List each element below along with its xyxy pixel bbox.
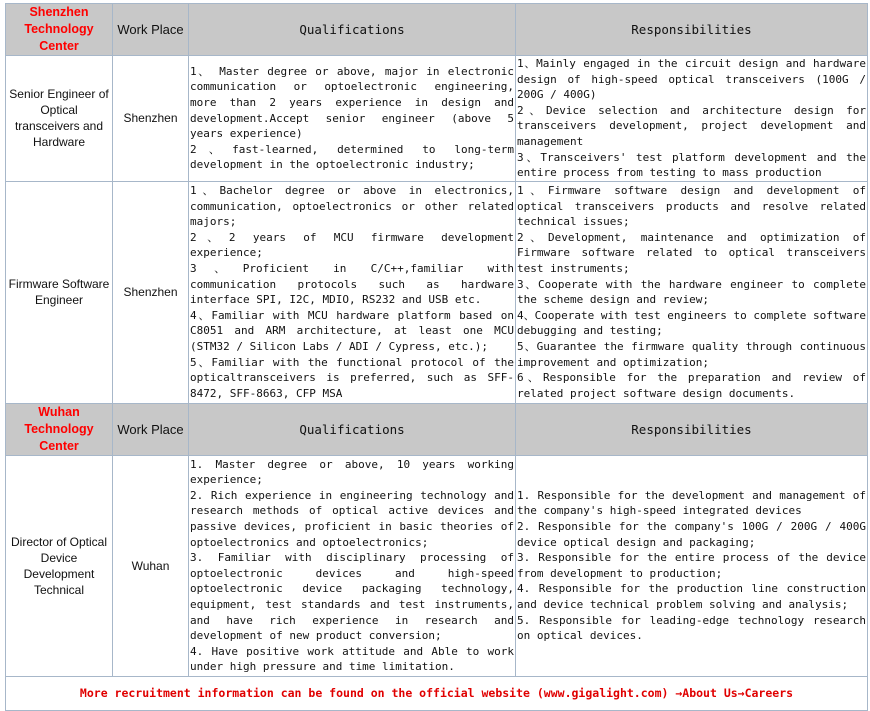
position-title: Firmware Software Engineer xyxy=(6,181,113,403)
qualifications-cell xyxy=(189,455,516,676)
table-row xyxy=(6,455,868,676)
section-header-wuhan xyxy=(6,403,868,455)
responsibilities-cell xyxy=(516,455,868,676)
qualifications-header: Qualifications xyxy=(189,4,516,56)
qualification-item: 5、Familiar with the functional protocol of the opticaltransceivers is preferred, such as SFF-8472, SFF-8663, CFP MSA xyxy=(190,355,514,400)
section-header-shenzhen xyxy=(6,4,868,56)
responsibility-item: 5. Responsible for leading-edge technology research on optical devices. xyxy=(517,613,866,643)
work-place: Wuhan xyxy=(113,455,189,676)
qualification-item: 2、fast-learned, determined to long-term development in the optoelectronic industry; xyxy=(190,142,514,172)
footer-row xyxy=(6,676,868,710)
table-row xyxy=(6,56,868,182)
responsibility-item: 1、Firmware software design and development of optical transceivers products and resolve related technical issues; xyxy=(517,184,866,229)
work-place-header: Work Place xyxy=(113,4,189,56)
responsibilities-cell xyxy=(516,181,868,403)
table-row xyxy=(6,181,868,403)
qualification-item: 3、Proficient in C/C++,familiar with communication protocols such as hardware interface SPI, I2C, MDIO, RS232 and USB etc. xyxy=(190,262,514,307)
responsibility-item: 2. Responsible for the company's 100G / 200G / 400G device optical design and packaging; xyxy=(517,519,866,549)
qualifications-cell xyxy=(189,181,516,403)
responsibility-item: 1. Responsible for the development and management of the company's high-speed integrated devices xyxy=(517,488,866,518)
responsibility-item: 6、Responsible for the preparation and review of related project software design documents. xyxy=(517,371,866,400)
qualification-item: 1. Master degree or above, 10 years working experience; xyxy=(190,457,514,487)
responsibility-item: 3、Transceivers' test platform development and the entire process from testing to mass production xyxy=(517,150,866,180)
responsibilities-header: Responsibilities xyxy=(516,403,868,455)
work-place-header: Work Place xyxy=(113,403,189,455)
recruitment-table xyxy=(5,3,868,711)
qualifications-cell xyxy=(189,56,516,182)
responsibility-item: 1、Mainly engaged in the circuit design and hardware design of high-speed optical transceivers (100G / 200G / 400G) xyxy=(517,57,866,102)
qualification-item: 4. Have positive work attitude and Able to work under high pressure and time limitation. xyxy=(190,644,514,674)
responsibility-item: 4. Responsible for the production line construction and device technical problem solving and analysis; xyxy=(517,582,866,611)
responsibility-item: 2、Device selection and architecture design for transceivers development, project development and management xyxy=(517,103,866,148)
qualification-item: 2、2 years of MCU firmware development experience; xyxy=(190,230,514,260)
responsibility-item: 3、Cooperate with the hardware engineer to complete the scheme design and review; xyxy=(517,277,866,307)
recruitment-footer-link[interactable]: More recruitment information can be found on the official website (www.gigalight.com) →About Us→Careers xyxy=(6,676,868,710)
responsibility-item: 3. Responsible for the entire process of the device from development to production; xyxy=(517,551,866,580)
qualification-item: 1、Bachelor degree or above in electronics, communication, optoelectronics or other related majors; xyxy=(190,184,514,229)
position-title: Senior Engineer of Optical transceivers and Hardware xyxy=(6,56,113,182)
work-place: Shenzhen xyxy=(113,56,189,182)
qualification-item: 2. Rich experience in engineering technology and research methods of optical active devices and passive devices, proficient in basic theories of optoelectronics and optoelectronics; xyxy=(190,488,514,549)
position-title: Director of Optical Device Development Technical xyxy=(6,455,113,676)
qualification-item: 3. Familiar with disciplinary processing of optoelectronic devices and high-speed optoelectronic device packaging technology, equipment, test standards and test instruments, and have rich experience in research and development of new product conversion; xyxy=(190,551,514,643)
qualification-item: 4、Familiar with MCU hardware platform based on C8051 and ARM architecture, at least one MCU (STM32 / Silicon Labs / ADI / Cypress, etc.); xyxy=(190,308,514,354)
center-name: Wuhan Technology Center xyxy=(6,403,113,455)
responsibility-item: 5、Guarantee the firmware quality through continuous improvement and optimization; xyxy=(517,340,866,369)
responsibility-item: 2、Development, maintenance and optimization of Firmware software related to optical transceivers test instruments; xyxy=(517,230,866,276)
responsibility-item: 4、Cooperate with test engineers to complete software debugging and testing; xyxy=(517,308,866,338)
qualification-item: 1、 Master degree or above, major in electronic communication or optoelectronic engineering, more than 2 years experience in design and development.Accept senior engineer (above 5 years experience) xyxy=(190,64,514,141)
responsibilities-cell xyxy=(516,56,868,182)
qualifications-header: Qualifications xyxy=(189,403,516,455)
center-name: Shenzhen Technology Center xyxy=(6,4,113,56)
work-place: Shenzhen xyxy=(113,181,189,403)
responsibilities-header: Responsibilities xyxy=(516,4,868,56)
